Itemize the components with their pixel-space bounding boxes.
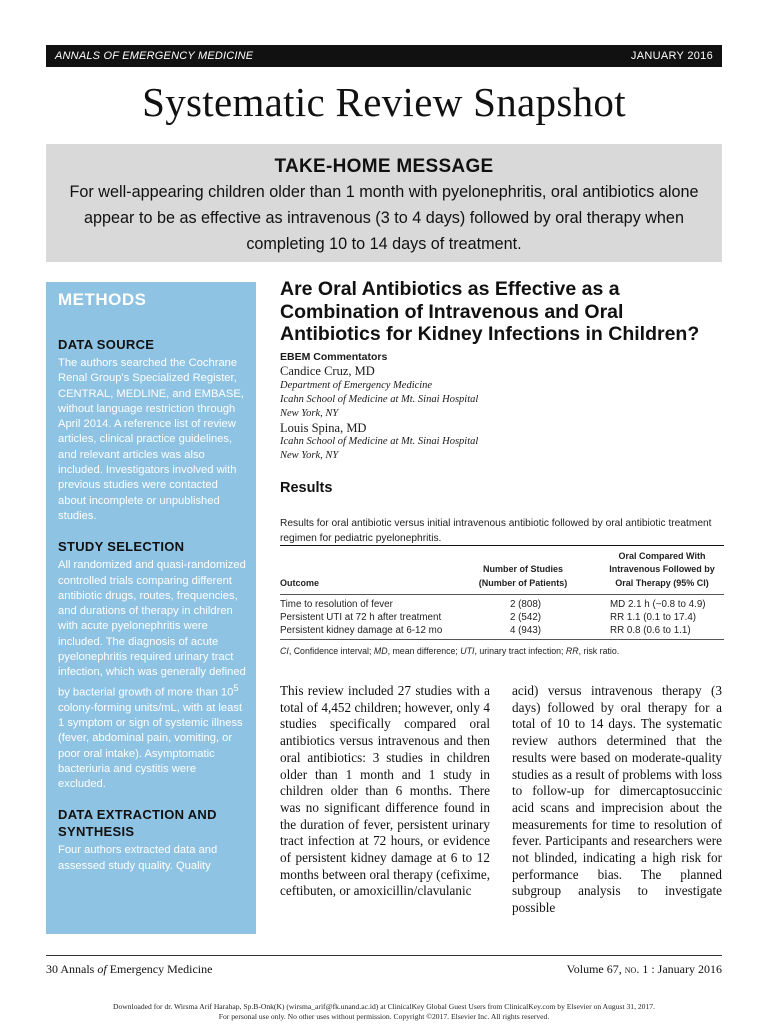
table-caption: Results for oral antibiotic versus initial intravenous antibiotic followed by oral antibiotic treatment regimen for pediatric pyelonephritis. bbox=[280, 518, 712, 544]
results-table bbox=[280, 545, 724, 658]
cell-outcome: Persistent UTI at 72 h after treatment bbox=[280, 612, 442, 623]
table-row bbox=[280, 598, 724, 611]
cell-studies: 2 (542) bbox=[510, 612, 542, 623]
cell-outcome: Persistent kidney damage at 6-12 mo bbox=[280, 625, 443, 636]
download-notice: Downloaded for dr. Wirsma Arif Harahap, Sp.B-Onk(K) (wirsma_arif@fk.unand.ac.id) at ClinicalKey Global Guest Users from ClinicalKey.com by Elsevier on August 31, 2017. For personal use only. No other uses without permission. Copyright ©2017. Elsevier Inc. All rights reserved. bbox=[113, 1002, 655, 1021]
commentator-affiliation: Icahn School of Medicine at Mt. Sinai Hospital bbox=[280, 393, 479, 405]
commentators-label: EBEM Commentators bbox=[280, 351, 388, 363]
take-home-box bbox=[46, 144, 722, 262]
commentator-location: New York, NY bbox=[280, 407, 339, 419]
column-header-outcome: Outcome bbox=[280, 577, 320, 588]
cell-effect: RR 0.8 (0.6 to 1.1) bbox=[610, 625, 691, 636]
commentator-affiliation: Icahn School of Medicine at Mt. Sinai Hospital bbox=[280, 436, 479, 447]
footer-rule bbox=[46, 955, 722, 956]
page-number: 30 bbox=[46, 962, 58, 976]
commentators-block bbox=[280, 350, 724, 463]
data-source-text: The authors searched the Cochrane Renal Group's Specialized Register, CENTRAL, MEDLINE, and EMBASE, without language restriction through April 2014. A reference list of review articles, clinical practice guidelines, and relevant articles was also included. Investigators involved with previous studies were contacted about incomplete or unpublished studies. bbox=[58, 357, 244, 522]
commentator-name: Candice Cruz, MD bbox=[280, 364, 375, 378]
article-title: Are Oral Antibiotics as Effective as a Combination of Intravenous and Oral Antibiotics for Kidney Infections in Children? bbox=[280, 278, 700, 345]
cell-studies: 2 (808) bbox=[510, 599, 542, 610]
body-text-column-1: This review included 27 studies with a total of 4,452 children; however, only 4 studies specifically compared oral antibiotics versus intravenous and then oral antibiotics: 3 studies in children older than 1 month and 1 study in children older than 6 months. There was no significant difference found in the duration of fever, persistent urinary tract infection at 72 hours, or evidence of persistent kidney damage at 6 to 12 months between oral therapy (cefixime, ceftibuten, or amoxicillin/clavulanic bbox=[280, 683, 490, 899]
table-footnote: CI, Confidence interval; MD, mean difference; UTI, urinary tract infection; RR, risk ratio. bbox=[280, 646, 620, 656]
take-home-text: For well-appearing children older than 1 month with pyelonephritis, oral antibiotics alone appear to be as effective as intravenous (3 to 4 days) followed by oral therapy when completing 10 to 14 days of treatment. bbox=[69, 183, 699, 253]
issue-date: JANUARY 2016 bbox=[630, 50, 713, 62]
column-header-effect: Oral Compared With Intravenous Followed by Oral Therapy (95% CI) bbox=[609, 550, 715, 588]
journal-header-bar bbox=[46, 45, 722, 67]
commentator-department: Department of Emergency Medicine bbox=[280, 379, 433, 391]
column-header-studies: Number of Studies (Number of Patients) bbox=[478, 564, 568, 588]
table-body bbox=[280, 595, 724, 639]
cell-effect: RR 1.1 (0.1 to 17.4) bbox=[610, 612, 697, 623]
footer-volume: Volume 67, no. 1 : January 2016 bbox=[566, 962, 722, 976]
methods-sidebar bbox=[46, 282, 256, 934]
commentator-location: New York, NY bbox=[280, 450, 339, 461]
study-selection-heading: STUDY SELECTION bbox=[58, 539, 185, 555]
body-text-column-2: acid) versus intravenous therapy (3 days) followed by oral therapy for a total of 10 to 14 days. The systematic review authors determined that the results were based on moderate-quality studies as a result of problems with loss to follow-up for dimercaptosuccinic acid scans and imprecision about the measurements for time to resolution of fever. Participants and researchers were not blinded, indicating a high risk for performance bias. The planned subgroup analysis to investigate possible bbox=[512, 683, 722, 916]
table-row bbox=[280, 624, 724, 637]
cell-studies: 4 (943) bbox=[510, 625, 542, 636]
methods-heading: METHODS bbox=[58, 290, 147, 309]
journal-name: ANNALS OF EMERGENCY MEDICINE bbox=[55, 50, 254, 62]
results-heading: Results bbox=[280, 480, 333, 496]
data-extraction-heading: DATA EXTRACTION AND SYNTHESIS bbox=[58, 807, 217, 840]
commentator-name: Louis Spina, MD bbox=[280, 420, 367, 435]
data-extraction-text: Four authors extracted data and assessed study quality. Quality bbox=[58, 844, 218, 872]
table-header bbox=[280, 546, 724, 594]
page-title: Systematic Review Snapshot bbox=[142, 79, 626, 125]
cell-effect: MD 2.1 h (−0.8 to 4.9) bbox=[610, 599, 706, 610]
superscript-exponent: 5 bbox=[233, 682, 239, 693]
cell-outcome: Time to resolution of fever bbox=[280, 599, 393, 610]
table-row bbox=[280, 611, 724, 624]
data-source-heading: DATA SOURCE bbox=[58, 337, 155, 352]
footer-page-journal: 30 Annals of Emergency Medicine bbox=[46, 962, 213, 976]
study-selection-text: All randomized and quasi-randomized controlled trials comparing different antibiotic drugs, routes, frequencies, and durations of therapy in children with acute pyelonephritis were included. The diagnosis of acute pyelonephritis required urinary tract infection, which was generally defined by bacterial growth of more than $10^5$ colony-forming units/mL, with at least 1 symptom or sign of systemic illness (fever, abdominal pain, vomiting, or poor oral intake). Asymptomatic bacteriuria and cystitis were excluded. bbox=[58, 559, 246, 791]
take-home-heading: TAKE-HOME MESSAGE bbox=[274, 156, 494, 177]
